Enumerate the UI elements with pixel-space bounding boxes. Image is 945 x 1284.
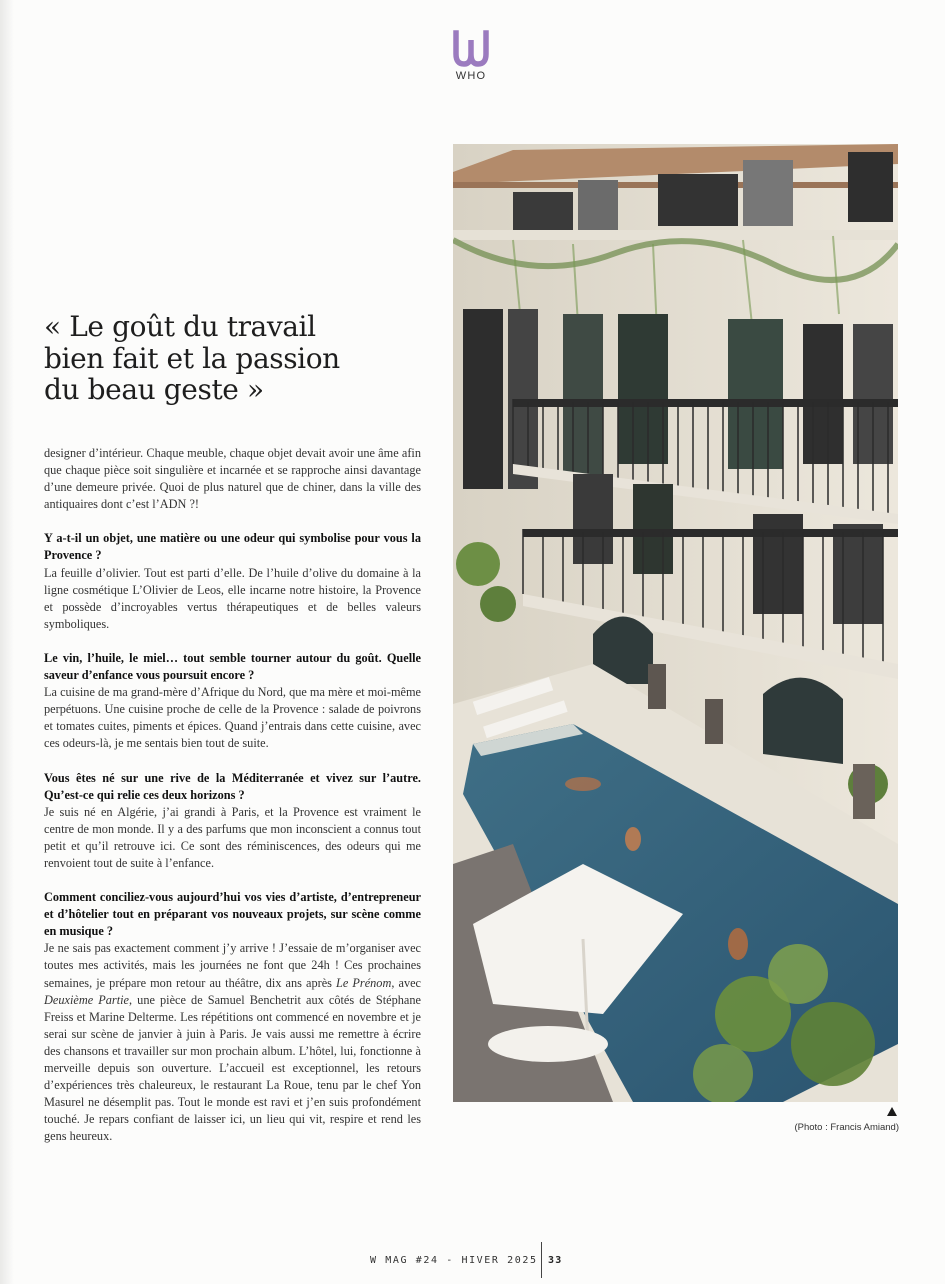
hotel-pool-illustration bbox=[453, 144, 898, 1102]
headline-line: bien fait et la passion bbox=[44, 341, 340, 375]
answer bbox=[44, 940, 421, 1145]
headline-line: « Le goût du travail bbox=[44, 310, 316, 343]
answer: La feuille d’olivier. Tout est parti d’elle. De l’huile d’olive du domaine à la ligne cosmétique L’Olivier de Leos, elle incarne notre histoire, la Provence et possède d’incroyables vertus thérapeutiques et de belles valeurs symboliques. bbox=[44, 565, 421, 631]
play-title: Le Prénom bbox=[336, 975, 392, 990]
triangle-marker-icon bbox=[887, 1107, 897, 1116]
question: Vous êtes né sur une rive de la Méditerranée et vivez sur l’autre. Qu’est-ce qui relie ces deux horizons ? bbox=[44, 770, 421, 802]
hotel-photo bbox=[453, 144, 898, 1102]
page-number: 33 bbox=[548, 1255, 563, 1266]
answer-text: , une pièce de Samuel Benchetrit aux côtés de Stéphane Freiss et Marine Delterme. Les répétitions ont commencé en novembre et je serai sur scène de janvier à juin à Paris. Je vais aussi me remettre à écrire des chansons et travailler sur mon prochain album. L’hôtel, lui, fonctionne à merveille depuis son ouverture. L’accueil est exceptionnel, les retours d’expériences très chaleureux, le restaurant La Roue, tenu par le chef Yon Masurel ne désemplit pas. Tout le monde est ravi et j’en suis profondément touché. Je repars confiant de laisser ici, un lieu qui vit, respire et rend les gens heureux. bbox=[44, 992, 422, 1144]
article-body bbox=[44, 445, 421, 1145]
w-logo-icon bbox=[451, 30, 491, 68]
answer-text: , avec bbox=[391, 975, 422, 990]
question: Y a-t-il un objet, une matière ou une odeur qui symbolise pour vous la Provence ? bbox=[44, 531, 421, 563]
photo-caption: (Photo : Francis Amiand) bbox=[794, 1122, 899, 1133]
intro-paragraph: designer d’intérieur. Chaque meuble, chaque objet devait avoir une âme afin que chaque pièce soit singulière et incarnée et se rapproche ainsi davantage d’une demeure privée. Quoi de plus naturel que de chiner, dans la ville des antiquaires dont c’est l’ADN ?! bbox=[44, 446, 421, 512]
pull-quote-headline bbox=[44, 311, 404, 406]
question: Le vin, l’huile, le miel… tout semble tourner autour du goût. Quelle saveur d’enfance vous poursuit encore ? bbox=[44, 650, 421, 683]
question: Comment conciliez-vous aujourd’hui vos vies d’artiste, d’entrepreneur et d’hôtelier tout en préparant vos nouveaux projets, sur scène comme en musique ? bbox=[44, 890, 421, 939]
magazine-logo bbox=[449, 30, 493, 82]
page-shadow bbox=[0, 0, 14, 1284]
answer-text: Je ne sais pas exactement comment j’y arrive ! J’essaie de m’organiser avec toutes mes activités, mais les journées ne font que 24h ! Ces prochaines semaines, je prépare mon retour au théâtre, dix ans après bbox=[44, 941, 421, 990]
footer-issue: W MAG #24 - HIVER 2025 bbox=[370, 1255, 538, 1266]
footer-divider bbox=[541, 1242, 542, 1278]
answer: La cuisine de ma grand-mère d’Afrique du Nord, que ma mère et moi-même perpétuons. Une cuisine proche de celle de la Provence : salade de poivrons et tomates cuites, piments et épices. Quand j’entrais dans cette cuisine, avec ces odeurs-là, je me sentais bien tout de suite. bbox=[44, 685, 421, 751]
answer: Je suis né en Algérie, j’ai grandi à Paris, et la Provence est vraiment le centre de mon monde. Il y a des parfums que mon inconscient a connus tout petit et qu’il retrouve ici. Ce sont des réminiscences, des odeurs qui me renvoient tout de suite à l’enfance. bbox=[44, 804, 421, 870]
play-title: Deuxième Partie bbox=[44, 992, 129, 1007]
headline-line: du beau geste » bbox=[44, 373, 264, 406]
section-label: WHO bbox=[455, 70, 487, 82]
